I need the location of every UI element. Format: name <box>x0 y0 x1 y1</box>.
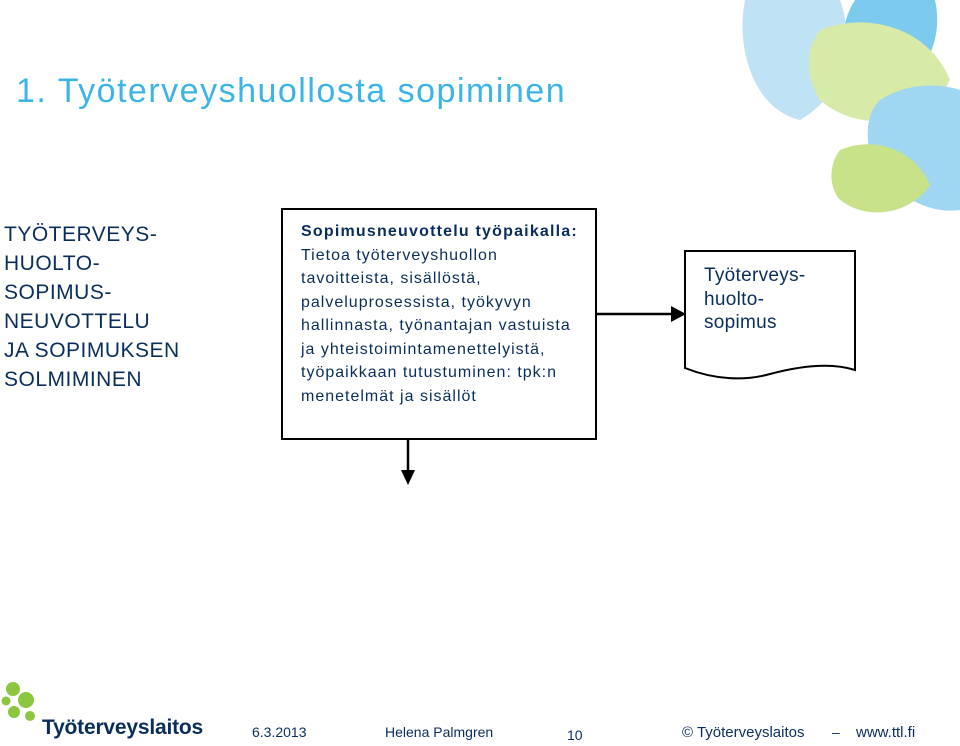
side-heading: TYÖTERVEYS- HUOLTO- SOPIMUS- NEUVOTTELU JA SOPIMUKSEN SOLMIMINEN <box>4 223 180 391</box>
logo-text: Työterveyslaitos <box>42 716 203 739</box>
process-box-label: Sopimusneuvottelu työpaikalla: <box>301 223 578 240</box>
footer-copyright: © Työterveyslaitos <box>682 724 805 741</box>
footer-url[interactable]: www.ttl.fi <box>856 724 916 741</box>
footer-author: Helena Palmgren <box>385 724 494 740</box>
logo-mark <box>2 682 36 721</box>
arrow-right-head <box>671 306 686 322</box>
arrow-down-head <box>401 470 415 485</box>
document-label: Työterveys- huolto- sopimus <box>704 265 806 333</box>
decorative-leaves <box>742 0 960 212</box>
process-box-body: Tietoa työterveyshuollon tavoitteista, sisällöstä, palveluprosessista, työkyvyn hallinnasta, työnantajan vastuista ja yhteistoimintamenettelyistä, työpaikkaan tutustuminen: tpk:n menetelmät ja sisällöt <box>301 246 571 405</box>
footer-page-number: 10 <box>567 727 583 743</box>
footer-dash: – <box>832 724 840 740</box>
process-box-text <box>301 220 589 408</box>
slide-title: 1. Työterveyshuollosta sopiminen <box>16 72 567 110</box>
footer-date: 6.3.2013 <box>252 724 307 740</box>
process-box <box>281 208 597 440</box>
